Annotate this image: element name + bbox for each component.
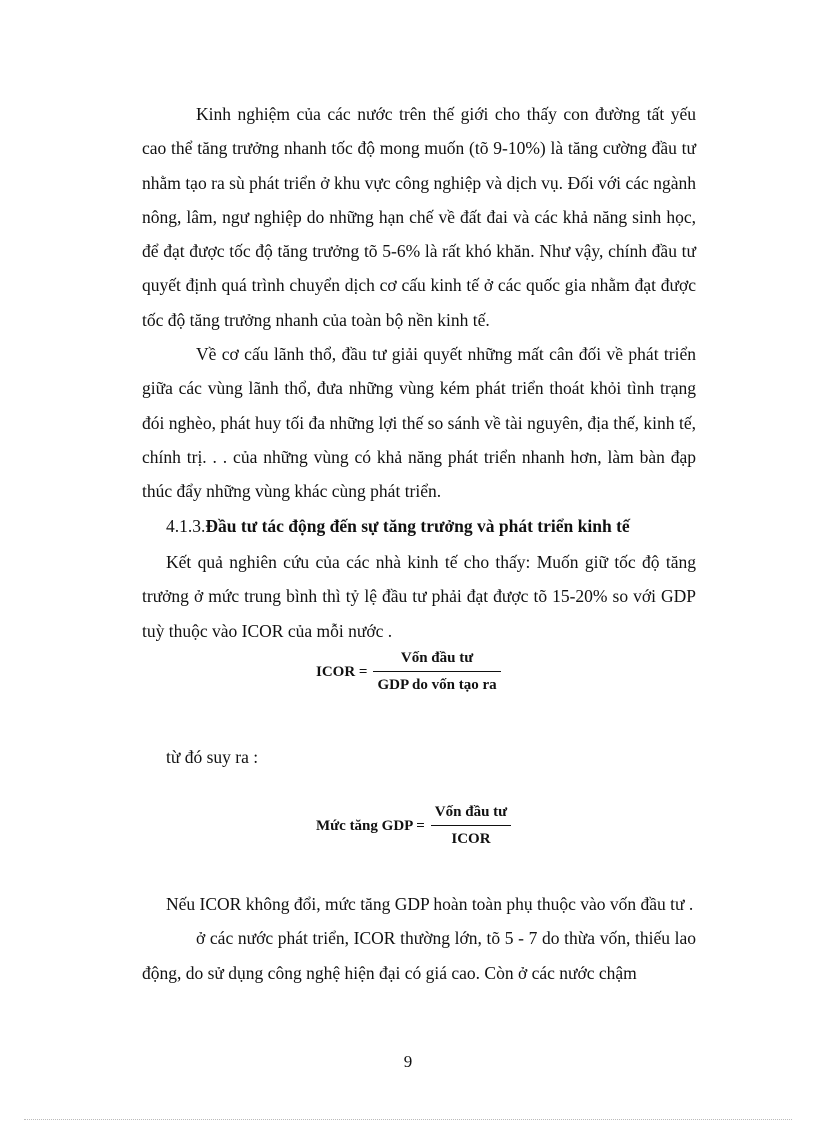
icor-formula-lhs: ICOR = xyxy=(316,663,368,680)
research-paragraph-block xyxy=(142,545,696,648)
section-number: 4.1.3. xyxy=(166,516,206,536)
section-title: Đầu tư tác động đến sự tăng trưởng và phát triển kinh tế xyxy=(205,516,630,536)
gdp-formula-lhs: Mức tăng GDP = xyxy=(316,817,425,834)
gdp-fraction xyxy=(431,804,511,848)
icor-formula xyxy=(316,650,501,694)
paragraph-investment-experience: Kinh nghiệm của các nước trên thế giới cho thấy con đường tất yếu cao thể tăng trưởng nhanh tốc độ mong muốn (tõ 9-10%) là tăng cường đầu tư nhằm tạo ra sù phát triển ở khu vực công nghiệp và dịch vụ. Đối với các ngành nông, lâm, ngư nghiệp do những hạn chế về đất đai và các khả năng sinh học, để đạt được tốc độ tăng trưởng tõ 5-6% là rất khó khăn. Như vậy, chính đầu tư quyết định quá trình chuyển dịch cơ cấu kinh tế ở các quốc gia nhằm đạt được tốc độ tăng trưởng nhanh của toàn bộ nền kinh tế. xyxy=(142,104,696,330)
section-heading xyxy=(166,511,630,541)
closing-paragraphs xyxy=(142,887,696,990)
intro-paragraphs xyxy=(142,97,696,509)
gdp-growth-formula xyxy=(316,804,511,848)
gdp-numerator: Vốn đầu tư xyxy=(434,804,508,820)
paragraph-icor-constant: Nếu ICOR không đổi, mức tăng GDP hoàn toàn phụ thuộc vào vốn đầu tư . xyxy=(166,894,694,914)
paragraph-research-results: Kết quả nghiên cứu của các nhà kinh tế cho thấy: Muốn giữ tốc độ tăng trưởng ở mức trung bình thì tỷ lệ đầu tư phải đạt được tõ 15-20% so với GDP tuỳ thuộc vào ICOR của mỗi nước . xyxy=(142,552,696,641)
page-number: 9 xyxy=(403,1052,413,1071)
icor-denominator: GDP do vốn tạo ra xyxy=(377,677,497,693)
derive-text: từ đó suy ra : xyxy=(166,747,259,767)
gdp-denominator: ICOR xyxy=(451,831,491,847)
icor-fraction xyxy=(373,650,500,694)
paragraph-territorial-structure: Về cơ cấu lãnh thổ, đầu tư giải quyết những mất cân đối về phát triển giữa các vùng lãnh thổ, đưa những vùng kém phát triển thoát khỏi tình trạng đói nghèo, phát huy tối đa những lợi thế so sánh về tài nguyên, địa thế, kinh tế, chính trị. . . của những vùng có khả năng phát triển nhanh hơn, làm bàn đạp thúc đẩy những vùng khác cùng phát triển. xyxy=(142,344,696,502)
paragraph-developed-countries: ở các nước phát triển, ICOR thường lớn, tõ 5 - 7 do thừa vốn, thiếu lao động, do sử dụng công nghệ hiện đại có giá cao. Còn ở các nước chậm xyxy=(142,928,696,983)
icor-numerator: Vốn đầu tư xyxy=(400,650,474,666)
footer-divider xyxy=(24,1119,792,1120)
